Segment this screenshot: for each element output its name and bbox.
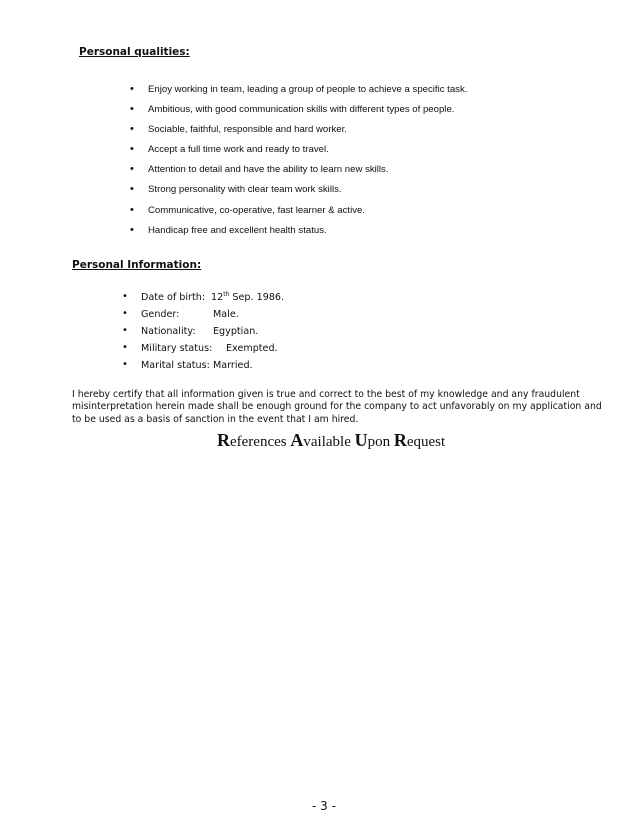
info-label: Gender: <box>141 309 180 320</box>
quality-text: Sociable, faithful, responsible and hard worker. <box>148 124 347 135</box>
references-initial: A <box>290 430 304 450</box>
certification-line: to be used as a basis of sanction in the event that I am hired. <box>72 413 359 425</box>
bullet-icon: • <box>130 183 134 195</box>
info-value: Male. <box>213 309 239 320</box>
bullet-icon: • <box>122 359 128 370</box>
page-number: - 3 - <box>312 799 336 813</box>
info-value: Married. <box>213 360 253 371</box>
bullet-icon: • <box>130 163 134 175</box>
quality-text: Ambitious, with good communication skills with different types of people. <box>148 104 455 115</box>
bullet-icon: • <box>122 342 128 353</box>
birth-month-year: Sep. 1986. <box>229 292 285 303</box>
certification-line: misinterpretation herein made shall be enough ground for the company to act unfavorably on my application and <box>72 401 602 413</box>
references-initial: R <box>217 430 230 450</box>
bullet-icon: • <box>122 325 128 336</box>
quality-text: Enjoy working in team, leading a group of people to achieve a specific task. <box>148 84 468 95</box>
quality-text: Accept a full time work and ready to travel. <box>148 144 329 155</box>
references-initial: U <box>354 430 368 450</box>
birth-day-suffix: th <box>223 290 230 298</box>
birth-day: 12 <box>211 292 224 303</box>
bullet-icon: • <box>122 291 128 302</box>
info-value <box>211 292 284 303</box>
certification-statement <box>72 389 602 426</box>
bullet-icon: • <box>122 308 128 319</box>
references-word: vailable <box>303 434 351 450</box>
quality-text: Communicative, co-operative, fast learner & active. <box>148 205 366 216</box>
info-label: Date of birth: <box>141 292 206 303</box>
references-word: pon <box>367 434 391 450</box>
personal-qualities-heading: Personal qualities: <box>79 46 190 58</box>
certification-line: I hereby certify that all information given is true and correct to the best of my knowledge and any fraudulent <box>72 389 580 400</box>
bullet-icon: • <box>130 83 134 95</box>
personal-information-heading: Personal Information: <box>72 259 202 271</box>
references-word: eferences <box>230 434 287 450</box>
bullet-icon: • <box>130 143 134 155</box>
info-label: Nationality: <box>141 326 196 337</box>
bullet-icon: • <box>130 204 134 216</box>
quality-text: Attention to detail and have the ability to learn new skills. <box>148 164 389 175</box>
bullet-icon: • <box>130 224 134 236</box>
info-value: Exempted. <box>226 343 278 354</box>
bullet-icon: • <box>130 103 134 115</box>
quality-text: Strong personality with clear team work skills. <box>148 184 342 195</box>
info-value: Egyptian. <box>213 326 259 337</box>
references-word: equest <box>406 434 446 450</box>
bullet-icon: • <box>130 123 134 135</box>
info-label: Military status: <box>141 343 213 354</box>
references-statement <box>217 430 445 451</box>
references-initial: R <box>393 430 407 450</box>
info-label: Marital status: <box>141 360 210 371</box>
quality-text: Handicap free and excellent health status. <box>148 225 327 236</box>
